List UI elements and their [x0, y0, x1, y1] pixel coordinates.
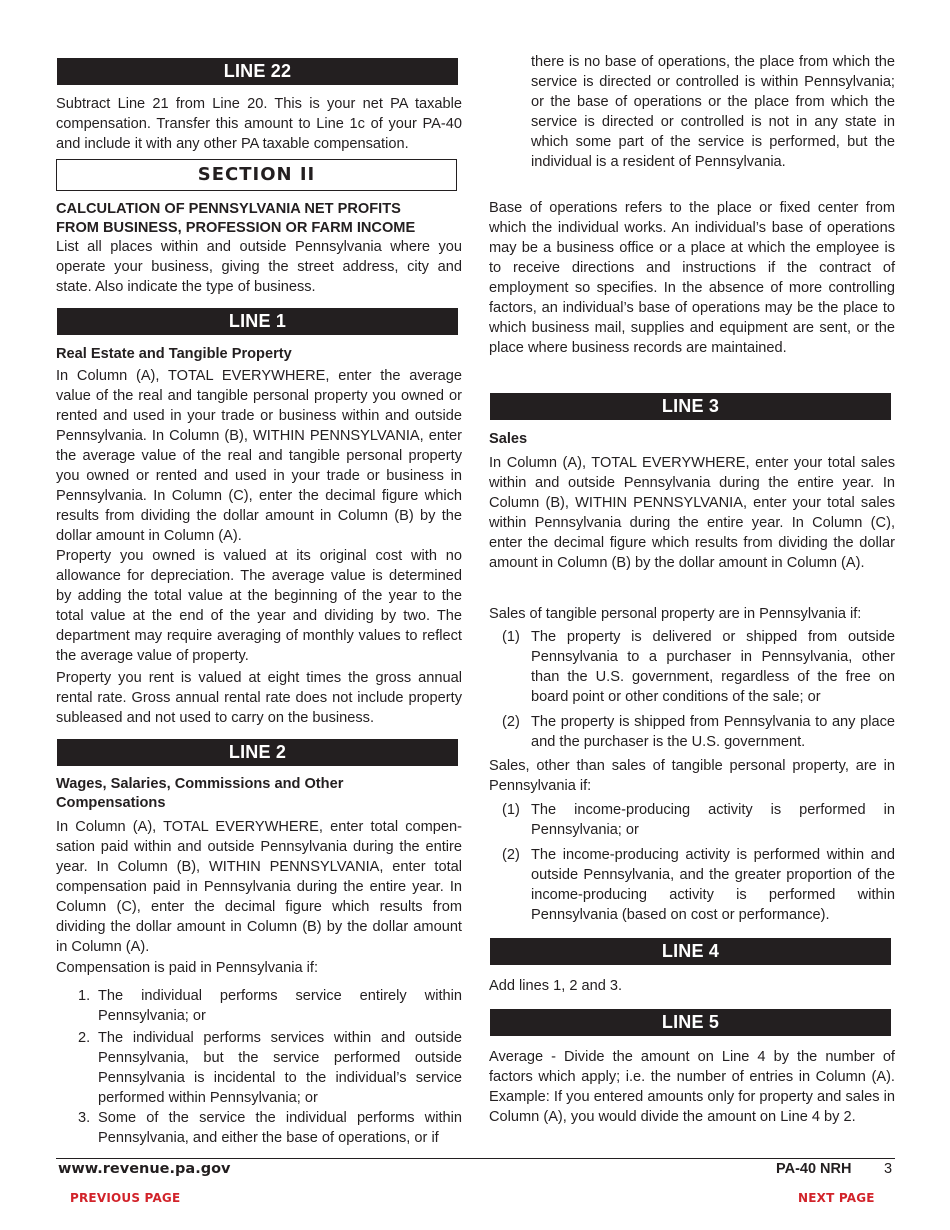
list-item-number: 2. [78, 1030, 91, 1046]
footer-form-id: PA-40 NRH [776, 1161, 852, 1177]
line1-heading: LINE 1 [57, 308, 458, 335]
line22-heading: LINE 22 [57, 58, 458, 85]
section-ii-heading: SECTION II [56, 159, 457, 191]
list-item-number: 3. [78, 1110, 91, 1126]
footer-page-number: 3 [884, 1161, 893, 1177]
footer-rule [56, 1158, 895, 1159]
section-ii-title-line1: CALCULATION OF PENNSYLVANIA NET PROFITS [56, 201, 401, 217]
footer-website: www.revenue.pa.gov [58, 1161, 231, 1177]
line5-heading: LINE 5 [490, 1009, 891, 1036]
line2-heading: LINE 2 [57, 739, 458, 766]
list-item-text: The individual performs services within and outside Pennsylvania, but the service performed outside Pennsylvania is incidental to the individual’s service performed within Pennsylvania; or [98, 1030, 462, 1106]
line3-paragraph-3: Sales, other than sales of tangible personal property, are in Pennsylvania if: [489, 758, 895, 794]
base-of-operations-text: Base of operations refers to the place or fixed center from which the individual works. An individual’s base of operations may be a business office or a place at which the employee is to receive directions and instructions if the contract of employment so specifies. In the absence of more controlling factors, an individual’s base of operations may be the place to which business mail, supplies and equipment are sent, or the place where business records are maintained. [489, 200, 895, 356]
list-item-number: (1) [502, 629, 520, 645]
line3-heading: LINE 3 [490, 393, 891, 420]
list-item-text: The property is shipped from Pennsylvania to any place and the purchaser is the U.S. government. [531, 714, 895, 750]
list-item-text: The income-producing activity is performed in Pennsylvania; or [531, 802, 895, 838]
section-ii-title-line2: FROM BUSINESS, PROFESSION OR FARM INCOME [56, 220, 416, 236]
line1-subheading: Real Estate and Tangible Property [56, 346, 292, 362]
line3-paragraph-1: In Column (A), TOTAL EVERYWHERE, enter your total sales within and outside Pennsylvania during the entire year. In Column (B), WITHIN PENNSYLVANIA, enter your total sales within Pennsylvania during the entire year. In Column (C), enter the decimal figure which results from dividing the dollar amount in Column (B) by the dollar amount in Column (A). [489, 455, 895, 571]
line3-subheading: Sales [489, 431, 528, 447]
line4-text: Add lines 1, 2 and 3. [489, 978, 623, 994]
line2-paragraph-1: In Column (A), TOTAL EVERYWHERE, enter total compensation paid within and outside Pennsylvania during the entire year. In Column (B), WITHIN PENNSYLVANIA, enter total compensation paid in Pennsylvania during the entire year. In Column (C), enter the decimal figure which results from dividing the dollar amount in Column (B) by the dollar amount in Column (A). [56, 819, 462, 955]
line2-subheading-line2: Compensations [56, 795, 166, 811]
list-item-text: The income-producing activity is performed within and outside Pennsylvania, and the greater proportion of the income-producing activity is performed within Pennsylvania (based on cost or performance). [531, 847, 895, 923]
line1-paragraph-1: In Column (A), TOTAL EVERYWHERE, enter the average value of the real and tangible personal property you owned or rented and used in your trade or business within and outside Pennsylvania. In Column (B), WITHIN PENNSYLVANIA, enter the average value of the real and tangible personal property you owned or rented and used in your trade or business in Pennsylvania. In Column (C), enter the decimal figure which results from dividing the dollar amount in Column (B) by the dollar amount in Column (A). [56, 368, 462, 544]
line22-text: Subtract Line 21 from Line 20. This is your net PA taxable compensation. Transfer this amount to Line 1c of your PA-40 and include it with any other PA taxable compensation. [56, 96, 462, 152]
line1-paragraph-2: Property you owned is valued at its original cost with no allowance for depreciation. The average value is determined by adding the total value at the beginning of the year to the total value at the end of the year and dividing by two. The department may require averaging of monthly values to reflect the average value of property. [56, 548, 462, 664]
list-item-number: (1) [502, 802, 520, 818]
list-item-number: (2) [502, 847, 520, 863]
list-item-text: The individual performs service entirely within Pennsylvania; or [98, 988, 462, 1024]
line4-heading: LINE 4 [490, 938, 891, 965]
line5-text: Average - Divide the amount on Line 4 by the number of factors which apply; i.e. the number of entries in Column (A). Example: If you entered amounts only for property and sales in Column (A), you would divide the amount on Line 4 by 2. [489, 1049, 895, 1125]
line2-subheading-line1: Wages, Salaries, Commissions and Other [56, 776, 344, 792]
next-page-link[interactable]: NEXT PAGE [798, 1191, 875, 1205]
list-item-number: 1. [78, 988, 91, 1004]
previous-page-link[interactable]: PREVIOUS PAGE [70, 1191, 181, 1205]
section-ii-text: List all places within and outside Pennsylvania where you operate your business, giving the street address, city and state. Also indicate the type of business. [56, 239, 462, 295]
line3-paragraph-2: Sales of tangible personal property are in Pennsylvania if: [489, 606, 862, 622]
list-item-number: (2) [502, 714, 520, 730]
line2-paragraph-2: Compensation is paid in Pennsylvania if: [56, 960, 319, 976]
list-item-text: The property is delivered or shipped from outside Pennsylvania to a purchaser in Pennsylvania, other than the U.S. government, regardless of the free on board point or other conditions of the sale; or [531, 629, 895, 705]
continuation-text: there is no base of operations, the place from which the service is directed or controlled is within Pennsylvania; or the base of operations or the place from which the service is directed or controlled is not in any state in which some part of the service is performed, but the individual is a resident of Pennsylvania. [531, 54, 895, 170]
list-item-text: Some of the service the individual performs within Pennsylvania, and either the base of operations, or if [98, 1110, 462, 1146]
line1-paragraph-3: Property you rent is valued at eight times the gross annual rental rate. Gross annual rental rate does not include property subleased and not used to carry on the business. [56, 670, 462, 726]
